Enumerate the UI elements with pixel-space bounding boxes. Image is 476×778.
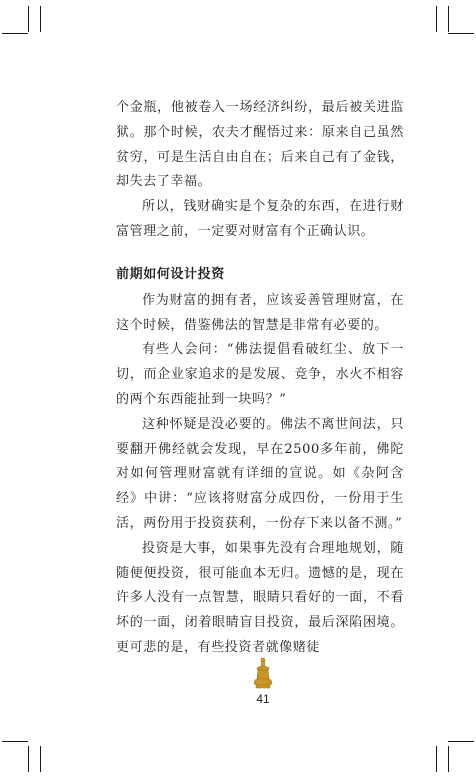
page-number: 41 xyxy=(256,692,270,706)
crop-mark xyxy=(28,746,29,772)
paragraph: 这种怀疑是没必要的。佛法不离世间法，只要翻开佛经就会发现，早在2500多年前，佛陀对如何管理财富就有详细的宣说。如《杂阿含经》中讲：“应该将财富分成四份，一份用于生活，两份用于投资获利，一份存下来以备不测。” xyxy=(116,416,404,531)
crop-mark xyxy=(448,33,474,34)
crop-mark xyxy=(28,6,29,32)
crop-mark xyxy=(448,6,449,32)
crop-mark xyxy=(448,746,449,772)
paragraph: 所以，钱财确实是个复杂的东西，在进行财富管理之前，一定要对财富有个正确认识。 xyxy=(116,199,404,239)
paragraph: 有些人会问：“佛法提倡看破红尘、放下一切，而企业家追求的是发展、竞争，水火不相容的两个东西能扯到一块吗？” xyxy=(116,342,404,407)
crop-mark xyxy=(2,741,28,742)
crop-mark xyxy=(448,741,474,742)
crop-mark xyxy=(2,33,28,34)
paragraph: 作为财富的拥有者，应该妥善管理财富，在这个时候，借鉴佛法的智慧是非常有必要的。 xyxy=(116,292,404,333)
crop-mark xyxy=(436,6,437,32)
page-body xyxy=(116,96,404,661)
section-heading: 前期如何设计投资 xyxy=(116,266,225,282)
paragraph: 投资是大事，如果事先没有合理地规划，随随便便投资，很可能血本无归。遗憾的是，现在许多人没有一点智慧，眼睛只看好的一面，不看坏的一面，闭着眼睛盲目投资，最后深陷困境。更可悲的是，有些投资者就像赌徒 xyxy=(116,540,404,655)
crop-mark xyxy=(436,746,437,772)
crop-mark xyxy=(40,746,41,772)
golden-bell-icon xyxy=(250,657,276,691)
crop-mark xyxy=(40,6,41,32)
paragraph: 个金瓶，他被卷入一场经济纠纷，最后被关进监狱。那个时候，农夫才醒悟过来：原来自己虽然贫穷，可是生活自由自在；后来自己有了金钱，却失去了幸福。 xyxy=(116,100,404,190)
